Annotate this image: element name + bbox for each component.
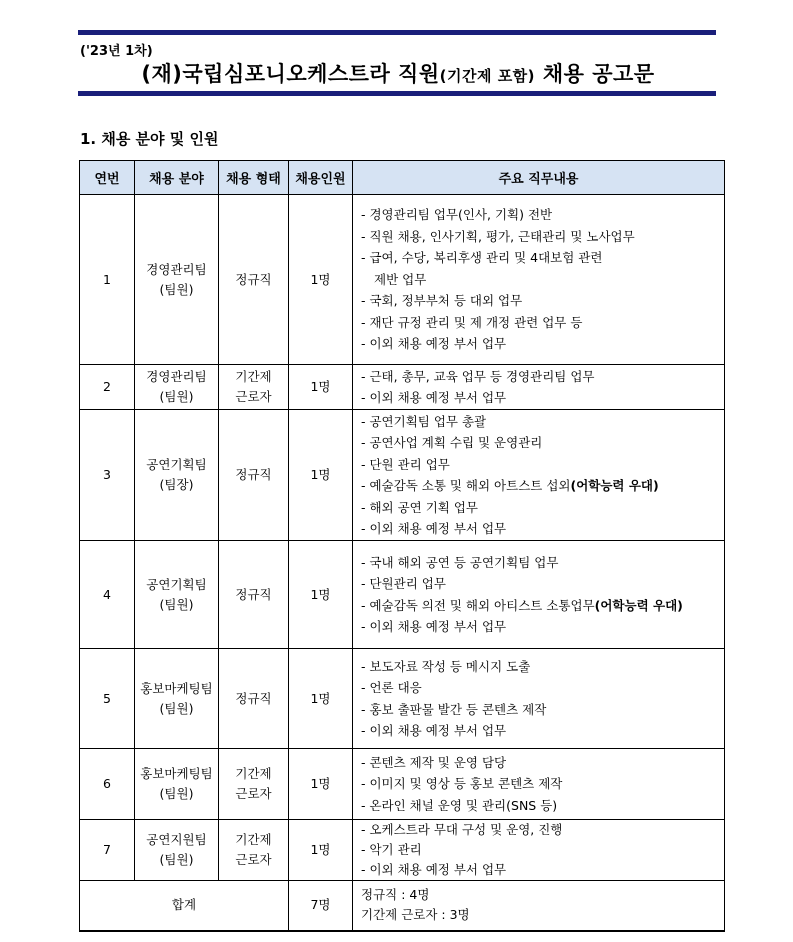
page-title bbox=[80, 58, 716, 88]
duty-line: - 직원 채용, 인사기획, 평가, 근태관리 및 노사업무 bbox=[361, 228, 635, 244]
row-duties bbox=[353, 749, 725, 820]
duty-line: - 악기 관리 bbox=[361, 842, 422, 857]
duty-line: - 이외 채용 예정 부서 업무 bbox=[361, 723, 507, 738]
row-field: 경영관리팀 (팀원) bbox=[135, 365, 219, 410]
row-number: 7 bbox=[80, 820, 135, 881]
total-line: 정규직 : 4명 bbox=[361, 887, 430, 903]
duty-line: - 급여, 수당, 복리후생 관리 및 4대보험 관련 bbox=[361, 250, 603, 266]
title-main: (재)국립심포니오케스트라 직원 bbox=[141, 62, 440, 86]
total-breakdown bbox=[353, 881, 725, 931]
duty-line: - 재단 규정 관리 및 제 개정 관련 업무 등 bbox=[361, 314, 583, 330]
duty-line: - 오케스트라 무대 구성 및 운영, 진행 bbox=[361, 822, 563, 837]
title-tail: 채용 공고문 bbox=[535, 62, 655, 86]
row-type: 정규직 bbox=[219, 649, 289, 749]
row-number: 5 bbox=[80, 649, 135, 749]
row-type: 정규직 bbox=[219, 195, 289, 365]
table-row bbox=[80, 195, 725, 365]
row-duties bbox=[353, 541, 725, 649]
duty-line: - 근태, 총무, 교육 업무 등 경영관리팀 업무 bbox=[361, 368, 595, 384]
row-number: 6 bbox=[80, 749, 135, 820]
header-bottom-rule bbox=[78, 91, 716, 96]
total-line: 기간제 근로자 : 3명 bbox=[361, 907, 470, 923]
table-row bbox=[80, 749, 725, 820]
row-type: 기간제 근로자 bbox=[219, 365, 289, 410]
duty-line: - 이외 채용 예정 부서 업무 bbox=[361, 619, 507, 634]
recruitment-table bbox=[79, 160, 725, 932]
row-number: 2 bbox=[80, 365, 135, 410]
header-cell-field: 채용 분야 bbox=[135, 161, 219, 195]
recruit-round: ('23년 1차) bbox=[80, 44, 153, 59]
row-duties bbox=[353, 410, 725, 541]
total-row bbox=[80, 881, 725, 931]
row-duties bbox=[353, 195, 725, 365]
duty-line: - 단원 관리 업무 bbox=[361, 456, 450, 472]
row-count: 1명 bbox=[289, 365, 353, 410]
duty-emphasis: (어학능력 우대) bbox=[570, 478, 659, 493]
row-count: 1명 bbox=[289, 649, 353, 749]
row-number: 3 bbox=[80, 410, 135, 541]
duty-line: - 이외 채용 예정 부서 업무 bbox=[361, 390, 507, 405]
duty-line: - 국회, 정부부처 등 대외 업무 bbox=[361, 293, 523, 309]
table-row bbox=[80, 649, 725, 749]
header-cell-count: 채용인원 bbox=[289, 161, 353, 195]
duty-line: - 이미지 및 영상 등 홍보 콘텐츠 제작 bbox=[361, 776, 563, 792]
duty-line: - 예술감독 의전 및 해외 아티스트 소통업무(어학능력 우대) bbox=[361, 597, 683, 613]
duty-line: - 이외 채용 예정 부서 업무 bbox=[361, 336, 507, 352]
row-field: 공연기획팀 (팀장) bbox=[135, 410, 219, 541]
row-count: 1명 bbox=[289, 541, 353, 649]
duty-line: - 콘텐츠 제작 및 운영 담당 bbox=[361, 754, 507, 770]
row-duties bbox=[353, 649, 725, 749]
duty-emphasis: (어학능력 우대) bbox=[594, 597, 683, 613]
row-duties bbox=[353, 820, 725, 881]
row-type: 기간제 근로자 bbox=[219, 749, 289, 820]
row-count: 1명 bbox=[289, 820, 353, 881]
duty-line: - 경영관리팀 업무(인사, 기획) 전반 bbox=[361, 207, 553, 223]
duty-line: 제반 업무 bbox=[374, 271, 427, 287]
duty-line: - 온라인 채널 운영 및 관리(SNS 등) bbox=[361, 797, 558, 813]
row-field: 공연지원팀 (팀원) bbox=[135, 820, 219, 881]
row-count: 1명 bbox=[289, 749, 353, 820]
header-top-rule bbox=[78, 30, 716, 35]
duty-line: - 언론 대응 bbox=[361, 680, 422, 695]
duty-line: - 보도자료 작성 등 메시지 도출 bbox=[361, 658, 531, 674]
row-field: 홍보마케팅팀 (팀원) bbox=[135, 649, 219, 749]
row-number: 1 bbox=[80, 195, 135, 365]
duty-line: - 공연사업 계획 수립 및 운영관리 bbox=[361, 435, 543, 450]
header-cell-type: 채용 형태 bbox=[219, 161, 289, 195]
row-type: 기간제 근로자 bbox=[219, 820, 289, 881]
total-count: 7명 bbox=[289, 881, 353, 931]
section-title: 1. 채용 분야 및 인원 bbox=[80, 130, 219, 148]
duty-line: - 예술감독 소통 및 해외 아트스트 섭외(어학능력 우대) bbox=[361, 478, 659, 493]
table-row bbox=[80, 541, 725, 649]
duty-line: - 국내 해외 공연 등 공연기획팀 업무 bbox=[361, 554, 559, 570]
row-field: 공연기획팀 (팀원) bbox=[135, 541, 219, 649]
table-row bbox=[80, 820, 725, 881]
header-cell-duties: 주요 직무내용 bbox=[353, 161, 725, 195]
duty-line: - 이외 채용 예정 부서 업무 bbox=[361, 862, 507, 877]
header-cell-no: 연번 bbox=[80, 161, 135, 195]
duty-line: - 단원관리 업무 bbox=[361, 576, 446, 591]
table-header-row bbox=[80, 161, 725, 195]
row-field: 홍보마케팅팀 (팀원) bbox=[135, 749, 219, 820]
row-count: 1명 bbox=[289, 410, 353, 541]
row-count: 1명 bbox=[289, 195, 353, 365]
row-field: 경영관리팀 (팀원) bbox=[135, 195, 219, 365]
total-label: 합계 bbox=[80, 881, 289, 931]
duty-line: - 해외 공연 기획 업무 bbox=[361, 499, 479, 515]
row-number: 4 bbox=[80, 541, 135, 649]
duty-line: - 이외 채용 예정 부서 업무 bbox=[361, 521, 507, 536]
row-type: 정규직 bbox=[219, 410, 289, 541]
row-duties bbox=[353, 365, 725, 410]
table-row bbox=[80, 365, 725, 410]
duty-line: - 홍보 출판물 발간 등 콘텐츠 제작 bbox=[361, 701, 547, 717]
title-paren: (기간제 포함) bbox=[439, 67, 536, 85]
table-row bbox=[80, 410, 725, 541]
row-type: 정규직 bbox=[219, 541, 289, 649]
duty-line: - 공연기획팀 업무 총괄 bbox=[361, 413, 487, 429]
